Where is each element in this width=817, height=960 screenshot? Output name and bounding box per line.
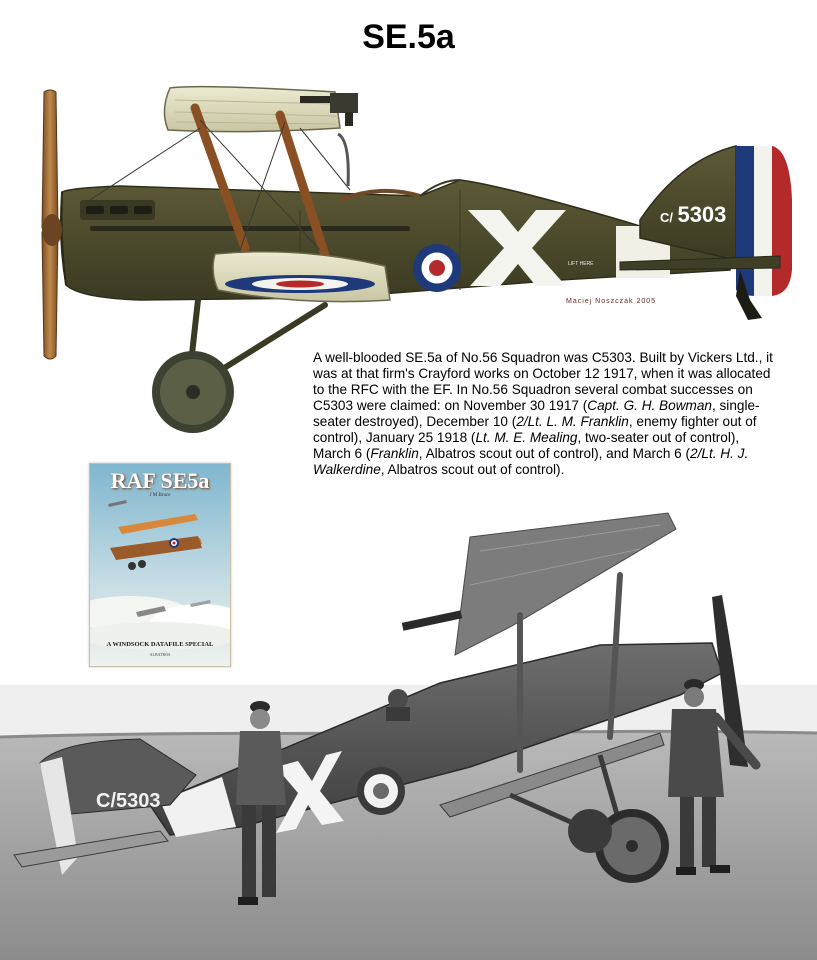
pilot-name-1: Capt. G. H. Bowman (587, 398, 712, 413)
cover-series-label: A WINDSOCK DATAFILE SPECIAL (106, 641, 214, 648)
lift-here-stencil: LIFT HERE (568, 261, 594, 267)
serial-prefix: C/ (660, 210, 673, 225)
description-paragraph (313, 350, 773, 478)
desc-text-6: , Albatros scout out of control). (380, 462, 565, 477)
cover-author: J M Bruce (149, 493, 171, 498)
propeller (42, 90, 62, 359)
period-photograph (0, 505, 817, 960)
cover-publisher: ALBATROS (149, 652, 171, 657)
artist-credit: Maciej Noszczak 2005 (566, 298, 657, 305)
desc-text-1: A well-blooded SE.5a of No.56 Squadron was C5303. Built by Vickers Ltd., it was at that firm's Crayford works on October 12 1917, when it was allocated to the RFC with the EF. In No.56 Squadron several combat successes on C5303 were claimed: on November 30 1917 ( (313, 350, 773, 413)
cover-title: RAF SE5a (110, 468, 210, 493)
pilot-name-2: 2/Lt. L. M. Franklin (516, 414, 629, 429)
landing-wheel (152, 351, 234, 433)
photo-roundel (357, 767, 405, 815)
desc-text-3: , enemy fighter out of control), January 25 1918 ( (313, 414, 757, 445)
fuselage-roundel (413, 244, 461, 292)
pilot-name-5: 2/Lt. H. J. Walkerdine (313, 446, 749, 477)
desc-text-5: , Albatros scout out of control), and March 6 ( (418, 446, 691, 461)
desc-text-4: , two-seater out of control), March 6 ( (313, 430, 740, 461)
pilot-name-4: Franklin (370, 446, 419, 461)
photo-serial: C/5303 (96, 790, 161, 812)
desc-text-2: , single-seater destroyed), December 10 ( (313, 398, 760, 429)
photo-upper-wing (455, 513, 676, 655)
photo-lewis-gun (402, 610, 462, 630)
rudder-stripes (736, 146, 792, 296)
page-title: SE.5a (362, 18, 455, 56)
serial-number: 5303 (677, 202, 727, 227)
windscreen (338, 134, 348, 186)
pilot-name-3: Lt. M. E. Mealing (475, 430, 578, 445)
